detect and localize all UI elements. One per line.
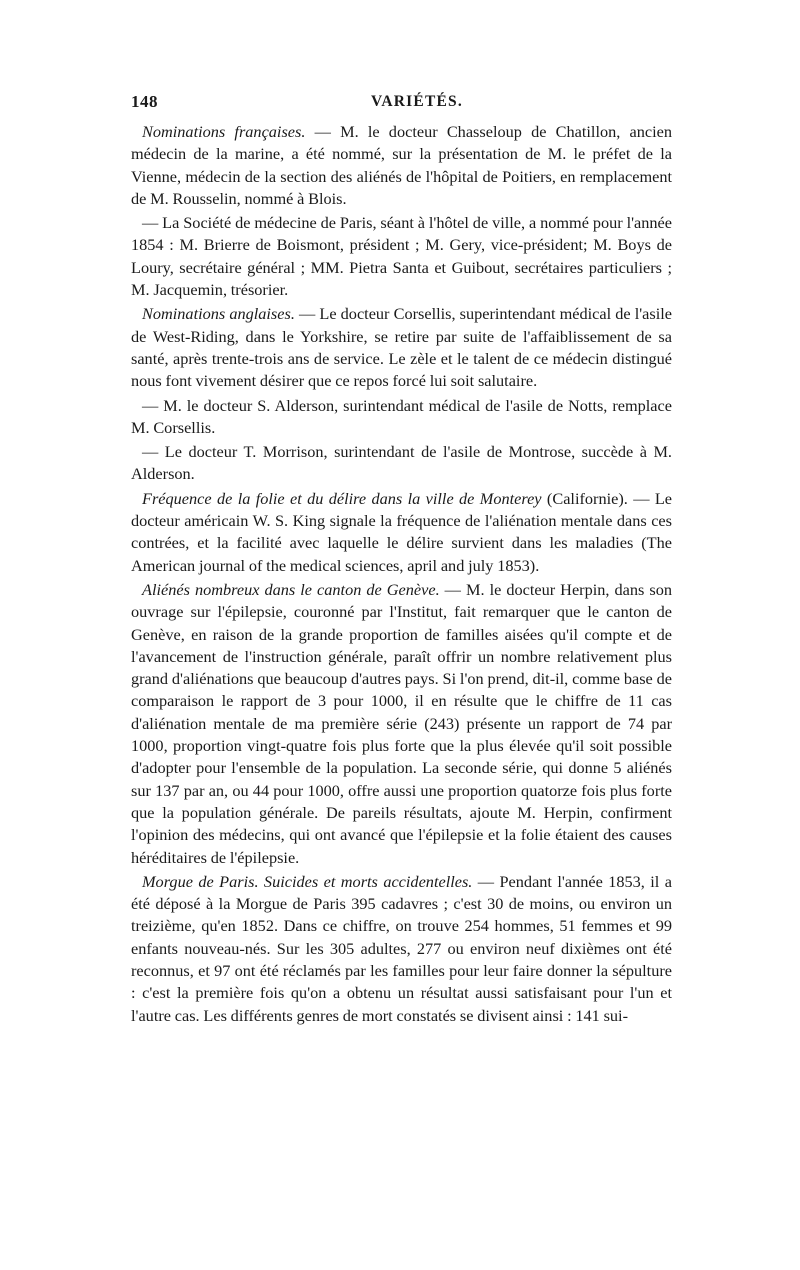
- paragraph-societe-medecine: [131, 212, 672, 301]
- paragraph-text: — M. le docteur S. Alderson, surintendant médical de l'asile de Notts, remplace M. Corsellis.: [131, 395, 672, 437]
- paragraph-nominations-anglaises: [131, 303, 672, 392]
- section-title: VARIÉTÉS.: [371, 93, 463, 110]
- paragraph-text: — Le docteur Corsellis, superintendant médical de l'asile de West-Riding, dans le Yorkshire, se retire par suite de l'affaiblissement de sa santé, après trente-trois ans de service. Le zèle et le talent de ce médecin distingué nous font vivement désirer que ce repos forcé lui soit salutaire.: [131, 304, 672, 391]
- paragraph-text: — La Société de médecine de Paris, séant à l'hôtel de ville, a nommé pour l'année 1854 : M. Brierre de Boismont, président ; M. Gery, vice-président; M. Boys de Loury, secrétaire général ; MM. Pietra Santa et Guibout, secrétaires particuliers ; M. Jacquemin, trésorier.: [131, 213, 672, 300]
- book-page: [131, 92, 672, 1029]
- paragraph-text: — M. le docteur Chasseloup de Chatillon, ancien médecin de la marine, a été nommé, sur la présentation de M. le préfet de la Vienne, médecin de la section des aliénés de l'hôpital de Poitiers, en remplacement de M. Rousselin, nommé à Blois.: [131, 122, 673, 208]
- paragraph-lead: Nominations anglaises.: [142, 304, 295, 324]
- paragraph-lead: Aliénés nombreux dans le canton de Genève.: [142, 579, 440, 599]
- paragraph-nominations-francaises: [131, 121, 672, 210]
- paragraph-lead: Fréquence de la folie et du délire dans la ville de Monterey: [142, 488, 542, 508]
- paragraph-text: — M. le docteur Herpin, dans son ouvrage sur l'épilepsie, couronné par l'Institut, fait remarquer que le canton de Genève, en raison de la grande proportion de familles aisées qu'il compte et de l'avancement de l'instruction générale, paraît offrir un nombre relativement plus grand d'aliénations que beaucoup d'autres pays. Si l'on prend, dit-il, comme base de comparaison le rapport de 3 pour 1000, il en résulte que le chiffre de 11 cas d'aliénation mentale de ma première série (243) présente un rapport de 74 par 1000, proportion vingt-quatre fois plus forte que la plus élevée qu'il soit possible d'adopter pour l'ensemble de la population. La seconde série, qui donne 5 aliénés sur 137 par an, ou 44 pour 1000, offre aussi une proportion quatorze fois plus forte que la population générale. De pareils résultats, ajoute M. Herpin, confirment l'opinion des médecins, qui ont avancé que l'épilepsie et la folie étaient des causes héréditaires de l'épilepsie.: [131, 579, 672, 867]
- paragraph-lead: Morgue de Paris. Suicides et morts accidentelles.: [142, 871, 473, 891]
- paragraph-geneve: [131, 579, 672, 869]
- page-number: 148: [131, 92, 158, 111]
- running-head: [131, 92, 672, 118]
- paragraph-text: — Pendant l'année 1853, il a été déposé à la Morgue de Paris 395 cadavres ; c'est 30 de moins, ou environ un treizième, qu'en 1852. Dans ce chiffre, on trouve 254 hommes, 51 femmes et 99 enfants nouveau-nés. Sur les 305 adultes, 277 ou environ neuf dixièmes ont été reconnus, et 97 ont été réclamés par les familles pour leur faire donner la sépulture : c'est la première fois qu'on a obtenu un résultat aussi satisfaisant pour l'un et l'autre cas. Les différents genres de mort constatés se divisent ainsi : 141 sui-: [131, 871, 672, 1025]
- paragraph-text: (Californie). — Le docteur américain W. S. King signale la fréquence de l'aliénation mentale dans ces contrées, et la facilité avec laquelle le délire survient dans les maladies (The American journal of the medical sciences, april and july 1853).: [131, 488, 673, 575]
- paragraph-morrison: [131, 441, 672, 486]
- paragraph-monterey: [131, 488, 672, 577]
- paragraph-morgue: [131, 871, 672, 1027]
- paragraph-lead: Nominations françaises.: [142, 122, 306, 141]
- paragraph-text: — Le docteur T. Morrison, surintendant de l'asile de Montrose, succède à M. Alderson.: [131, 442, 672, 484]
- paragraph-alderson: [131, 395, 672, 440]
